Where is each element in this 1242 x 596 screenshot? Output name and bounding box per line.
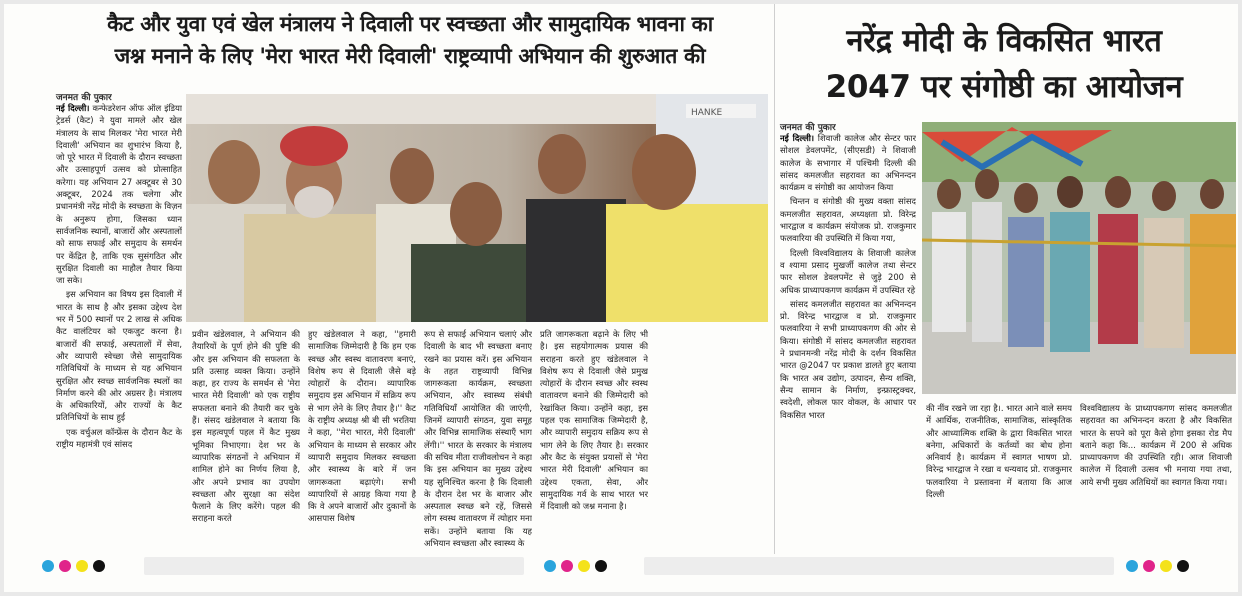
black-dot: [595, 560, 607, 572]
svg-text:HANKE: HANKE: [691, 108, 723, 118]
right-col2-text: की नींव रखने जा रहा है।. भारत आने वाले समय में आर्थिक, राजनीतिक, सामाजिक, सांस्कृतिक और आध्यात्मिक शक्ति के द्वारा विकसित भारत बनेगा, अधिकारों के कर्तव्यों का बोध होना अनिवार्य है। कार्यक्रम में स्वागत भाषण प्रो. विरेन्द्र भारद्वाज ने रखा व धन्यवाद प्रो. राजकुमार फलवारिया ने प्रस्तावना में बताया कि आज दिल्ली: [926, 403, 1072, 500]
left-column-5: [540, 328, 648, 550]
left-headline: [50, 8, 770, 72]
cyan-dot: [1126, 560, 1138, 572]
cyan-dot: [544, 560, 556, 572]
yellow-dot: [1160, 560, 1172, 572]
right-column-3: [1080, 402, 1232, 552]
left-byline: जनमत की पुकार: [56, 93, 112, 103]
print-bar-left: [144, 557, 524, 575]
magenta-dot: [1143, 560, 1155, 572]
registration-marks-left: [42, 560, 105, 572]
column-divider: [774, 4, 775, 554]
cyan-dot: [42, 560, 54, 572]
yellow-dot: [578, 560, 590, 572]
right-col1-para-3: दिल्ली विश्वविद्यालय के शिवाजी कालेज व श्यामा प्रसाद मुखर्जी कालेज तथा सेन्टर फार सोशल डेवलपमेंट से जुड़े 200 से अधिक प्राध्यापकगण कार्यक्रम में उपस्थित रहे: [780, 247, 916, 295]
registration-marks-right: [1126, 560, 1189, 572]
left-col1-para-2: इस अभियान का विषय इस दिवाली में भारत के साथ है और इसका उद्देश्य देश भर में 500 स्थानों पर 2 लाख से अधिक कैट वालंटियर को एकजुट करना है। बाजारों की सफाई, अस्पतालों में सेवा, और व्यापारी स्वेच्छा जैसे सामुदायिक गतिविधियों के माध्यम से यह अभियान सुरक्षित और स्वच्छ सार्वजनिक स्थलों का निर्माण करने की ओर अग्रसर है। मंत्रालय के अधिकारियों, और राज्यों के कैट प्रतिनिधियों के साथ हुई: [56, 289, 182, 423]
left-headline-line-1: कैट और युवा एवं खेल मंत्रालय ने दिवाली पर स्वच्छता और सामुदायिक भावना का: [107, 12, 713, 36]
magenta-dot: [561, 560, 573, 572]
right-headline-line-1: नरेंद्र मोदी के विकसित भारत: [846, 23, 1162, 59]
left-photo-group-men: [186, 94, 768, 322]
left-col1-para-3: एक वर्चुअल कॉन्फ्रेंस के दौरान कैट के राष्ट्रीय महामंत्री एवं सांसद: [56, 426, 182, 450]
right-headline-line-2: 2047 पर संगोष्ठी का आयोजन: [825, 69, 1183, 105]
left-column-2: [192, 328, 300, 550]
right-col3-text: विश्वविद्यालय के प्राध्यापकगण सांसद कमलजीत सहरावत का अभिनन्दन करता है और विकसित भारत के सपने को पूरा कैसे होगा इसका रोड मैप बताने कहा कि... कार्यक्रम में 200 से अधिक प्राध्यापकगण की उपस्थिति रही। आज शिवाजी कालेज में दिवाली उत्सव भी मनाया गया तथा, आये सभी मुख्य अतिथियों का स्वागत किया गया।: [1080, 403, 1232, 487]
left-col5-text: प्रति जागरूकता बढ़ाने के लिए भी है। इस सहयोगात्मक प्रयास की सराहना करते हुए खंडेलवाल ने विशेष रूप से दिवाली जैसे प्रमुख त्योहारों के दौरान स्वच्छ और स्वस्थ वातावरण बनाने की जिम्मेदारी को रेखांकित किया। उन्होंने कहा, इस पहल एक सामाजिक जिम्मेदारी है, और व्यापारी समुदाय सक्रिय रूप से भाग लेने के लिए तैयार है। सरकार और कैट के संयुक्त प्रयासों से 'मेरा भारत मेरी दिवाली' अभियान का उद्देश्य एकता, सेवा, और सामुदायिक गर्व के साथ भारत भर में दिवाली को जश्न मनाना है।: [540, 329, 648, 512]
right-column-1: [780, 132, 916, 552]
black-dot: [93, 560, 105, 572]
left-headline-line-2: जश्न मनाने के लिए 'मेरा भारत मेरी दिवाली' राष्ट्रव्यापी अभियान की शुरुआत की: [114, 44, 706, 68]
left-col1-para-1: कन्फेडरेशन ऑफ ऑल इंडिया ट्रेडर्स (कैट) ने युवा मामले और खेल मंत्रालय के साथ मिलकर 'मेरा भारत मेरी दिवाली' अभियान का शुभारंभ किया है, जो पूरे भारत में दिवाली के दौरान स्वच्छता और उत्साहपूर्ण उत्सव को प्रोत्साहित करेगा। यह अभियान 27 अक्टूबर से 30 अक्टूबर, 2024 तक चलेगा और प्रधानमंत्री नरेंद्र मोदी के स्वच्छता के विज़न के अनुरूप होगा, जिसका ध्यान सार्वजनिक स्थानों, बाजारों और अस्पतालों को साफ सफाई और समुदाय के समर्थन पर केंद्रित है, ताकि एक सुसंगठित और सुरक्षित दिवाली का माहौल तैयार किया जा सके।: [56, 103, 182, 286]
left-column-1: [56, 102, 182, 552]
right-photo-ribbon-cutting: [922, 122, 1236, 394]
left-col3-text: हुए खंडेलवाल ने कहा, ''हमारी सामाजिक जिम्मेदारी है कि हम एक स्वच्छ और स्वस्थ वातावरण बनाएं, विशेष रूप से दिवाली जैसे बड़े त्योहारों के दौरान। व्यापारिक समुदाय इस अभियान में सक्रिय रूप से भाग लेने के लिए तैयार है।'' कैट के राष्ट्रीय अध्यक्ष श्री बी सी भरतिया ने कहा, ''मेरा भारत, मेरी दिवाली' अभियान के माध्यम से सरकार और व्यापारी समुदाय मिलकर स्वच्छता और स्वास्थ्य के बारे में जन जागरूकता बढ़ाएंगे। सभी व्यापारियों से आग्रह किया गया है कि वे अपने बाजारों और दुकानों के आसपास विशेष: [308, 329, 416, 524]
registration-marks-center: [544, 560, 607, 572]
right-col1-para-4: सांसद कमलजीत सहरावत का अभिनन्दन प्रो. विरेन्द्र भारद्वाज व प्रो. राजकुमार फलवारिया ने सभी प्राध्यापकगण की ओर से किया। संगोष्ठी में सांसद कमलजीत सहरावत ने प्रधानमन्त्री नरेंद्र मोदी के दर्शन विकसित भारत @2047 पर प्रकाश डालते हुए बताया कि भारत अब उद्योग, उत्पादन, सैन्य शक्ति, सैन्य सामान के निर्माण, इन्फ्रास्ट्रक्चर, स्वदेशी, लोकल फार वोकल, के आधार पर विकसित भारत: [780, 298, 916, 420]
right-column-2: [926, 402, 1072, 552]
ribbon-cutting-image: [922, 122, 1236, 394]
right-col1-para-2: चिन्तन व संगोष्ठी की मुख्य वक्ता सांसद कमलजीत सहरावत, अध्यक्षता प्रो. विरेन्द्र भारद्वाज व कार्यक्रम संयोजक प्रो. राजकुमार फलवारिया की उपस्थिति में किया गया,: [780, 196, 916, 244]
black-dot: [1177, 560, 1189, 572]
group-photo-image: [186, 94, 768, 322]
right-headline: [784, 18, 1224, 110]
right-dateline: नई दिल्ली।: [780, 133, 815, 143]
left-column-4: [424, 328, 532, 550]
left-dateline: नई दिल्ली।: [56, 103, 90, 113]
newspaper-page: [4, 4, 1238, 592]
left-col4-text: रूप से सफाई अभियान चलाएं और दिवाली के बाद भी स्वच्छता बनाए रखने का प्रयास करें। इस अभियान के तहत राष्ट्रव्यापी विभिन्न जागरूकता कार्यक्रम, स्वच्छता अभियान, और स्वास्थ्य संबंधी गतिविधियाँ आयोजित की जाएंगी, जिनमें व्यापारी संगठन, युवा समूह और विभिन्न सामाजिक संस्थाएँ भाग लेंगी।'' भारत के सरकार के मंत्रालय की सचिव मीता राजीवलोचन ने कहा कि इस अभियान का मुख्य उद्देश्य यह सुनिश्चित करना है कि दिवाली के दौरान देश भर के बाजार और अस्पताल स्वच्छ बने रहें, जिससे लोग स्वस्थ वातावरण में त्योहार मना सकें। उन्होंने बताया कि यह अभियान स्वच्छता और स्वास्थ्य के: [424, 329, 532, 549]
left-col2-text: प्रवीन खंडेलवाल, ने अभियान की तैयारियों के पूर्ण होने की पुष्टि की और इस अभियान की सफलता के प्रति उत्साह व्यक्त किया। उन्होंने कहा, हर राज्य के समर्थन से 'मेरा भारत मेरी दिवाली' को एक राष्ट्रीय सफलता बनाने की तैयारी कर चुके हैं। संसद खंडेलवाल ने बताया कि इस महत्वपूर्ण पहल में कैट मुख्य भूमिका निभाएगा। देश भर के व्यापारिक संगठनों ने अभियान में शामिल होने का निर्णय लिया है, और अपने प्रभाव का उपयोग स्वच्छता और सुरक्षा का संदेश फैलाने के लिए करेंगे। पहल की सराहना करते: [192, 329, 300, 524]
print-bar-right: [644, 557, 1114, 575]
yellow-dot: [76, 560, 88, 572]
magenta-dot: [59, 560, 71, 572]
right-col1-para-1: शिवाजी कालेज और सेन्टर फार सोशल डेवलपमेंट, (सीएसडी) ने शिवाजी कालेज के सभागार में पश्चिमी दिल्ली की सांसद कमलजीत सहरावत का अभिनन्दन कार्यक्रम व संगोष्ठी का आयोजन किया: [780, 133, 916, 193]
right-byline: जनमत की पुकार: [780, 123, 836, 133]
left-column-3: [308, 328, 416, 550]
